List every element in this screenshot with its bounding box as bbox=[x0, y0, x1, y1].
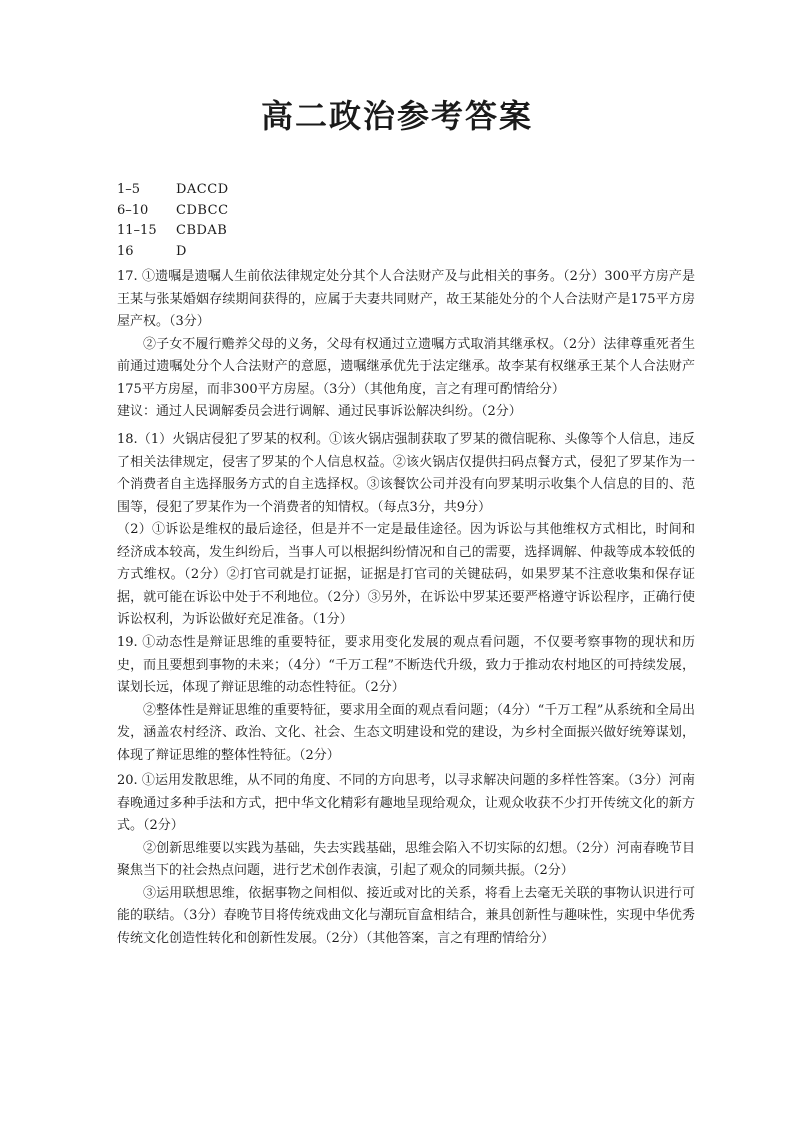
question-20-answer bbox=[117, 770, 695, 950]
answer-keys: CDBCC bbox=[176, 202, 229, 218]
question-19-answer bbox=[117, 632, 695, 767]
q17-part-1: 17. ①遗嘱是遗嘱人生前依法律规定处分其个人合法财产及与此相关的事务。（2分）300平方房产是王某与张某婚姻存续期间获得的，应属于夫妻共同财产，故王某能处分的个人合法财产是175平方房屋产权。（3分） bbox=[117, 269, 695, 329]
q18-part-2: （2）①诉讼是维权的最后途径，但是并不一定是最佳途径。因为诉讼与其他维权方式相比，时间和经济成本较高，发生纠纷后，当事人可以根据纠纷情况和自己的需要，选择调解、仲裁等成本较低的方式维权。（2分）②打官司就是打证据，证据是打官司的关键砝码，如果罗某不注意收集和保存证据，就可能在诉讼中处于不利地位。（2分）③另外，在诉讼中罗某还要严格遵守诉讼程序，正确行使诉讼权利，为诉讼做好充足准备。（1分） bbox=[117, 522, 695, 627]
q17-part-2: ②子女不履行赡养父母的义务，父母有权通过立遗嘱方式取消其继承权。（2分）法律尊重死者生前通过遗嘱处分个人合法财产的意愿，遗嘱继承优先于法定继承。故李某有权继承王某个人合法财产175平方房屋，而非300平方房屋。（3分）（其他角度，言之有理可酌情给分） bbox=[117, 336, 695, 397]
answer-range: 1–5 bbox=[117, 182, 141, 197]
answer-keys: DACCD bbox=[176, 182, 229, 197]
answer-row bbox=[117, 180, 229, 201]
answer-row bbox=[117, 201, 229, 222]
answer-keys: CBDAB bbox=[176, 223, 228, 238]
q19-part-1: 19. ①动态性是辩证思维的重要特征，要求用变化发展的观点看问题，不仅要考察事物的现状和历史，而且要想到事物的未来；（4分）“千万工程”不断迭代升级，致力于推动农村地区的可持续发展，谋划长远，体现了辩证思维的动态性特征。（2分） bbox=[117, 635, 695, 695]
answer-range: 16 bbox=[117, 243, 134, 259]
q20-part-2: ②创新思维要以实践为基础，失去实践基础，思维会陷入不切实际的幻想。（2分）河南春晚节目聚焦当下的社会热点问题，进行艺术创作表演，引起了观众的同频共振。（2分） bbox=[117, 840, 695, 878]
answer-range: 11–15 bbox=[117, 223, 157, 238]
answer-keys: D bbox=[176, 243, 187, 259]
answer-row bbox=[117, 242, 229, 263]
page-title: 高二政治参考答案 bbox=[260, 97, 533, 135]
question-18-answer bbox=[117, 429, 695, 632]
q17-suggestion: 建议：通过人民调解委员会进行调解、通过民事诉讼解决纠纷。（2分） bbox=[117, 404, 522, 419]
question-17-answer bbox=[117, 266, 695, 424]
answer-row bbox=[117, 221, 229, 242]
q19-part-2: ②整体性是辩证思维的重要特征，要求用全面的观点看问题；（4分）“千万工程”从系统和全局出发，涵盖农村经济、政治、文化、社会、生态文明建设和党的建设，为乡村全面振兴做好统筹谋划，体现了辩证思维的整体性特征。（2分） bbox=[117, 702, 695, 763]
answer-range: 6–10 bbox=[117, 202, 149, 218]
multiple-choice-answers bbox=[117, 180, 229, 262]
q18-part-1: 18.（1）火锅店侵犯了罗某的权利。①该火锅店强制获取了罗某的微信昵称、头像等个人信息，违反了相关法律规定，侵害了罗某的个人信息权益。②该火锅店仅提供扫码点餐方式，侵犯了罗某作为一个消费者自主选择服务方式的自主选择权。③该餐饮公司并没有向罗某明示收集个人信息的目的、范围等，侵犯了罗某作为一个消费者的知情权。（每点3分，共9分） bbox=[117, 432, 695, 515]
q20-part-3: ③运用联想思维，依据事物之间相似、接近或对比的关系，将看上去毫无关联的事物认识进行可能的联结。（3分）春晚节目将传统戏曲文化与潮玩盲盒相结合，兼具创新性与趣味性，实现中华优秀传统文化创造性转化和创新性发展。（2分）（其他答案，言之有理酌情给分） bbox=[117, 885, 695, 946]
q20-part-1: 20. ①运用发散思维，从不同的角度、不同的方向思考，以寻求解决问题的多样性答案。（3分）河南春晚通过多种手法和方式，把中华文化精彩有趣地呈现给观众，让观众收获不少打开传统文化的新方式。（2分） bbox=[117, 773, 695, 833]
